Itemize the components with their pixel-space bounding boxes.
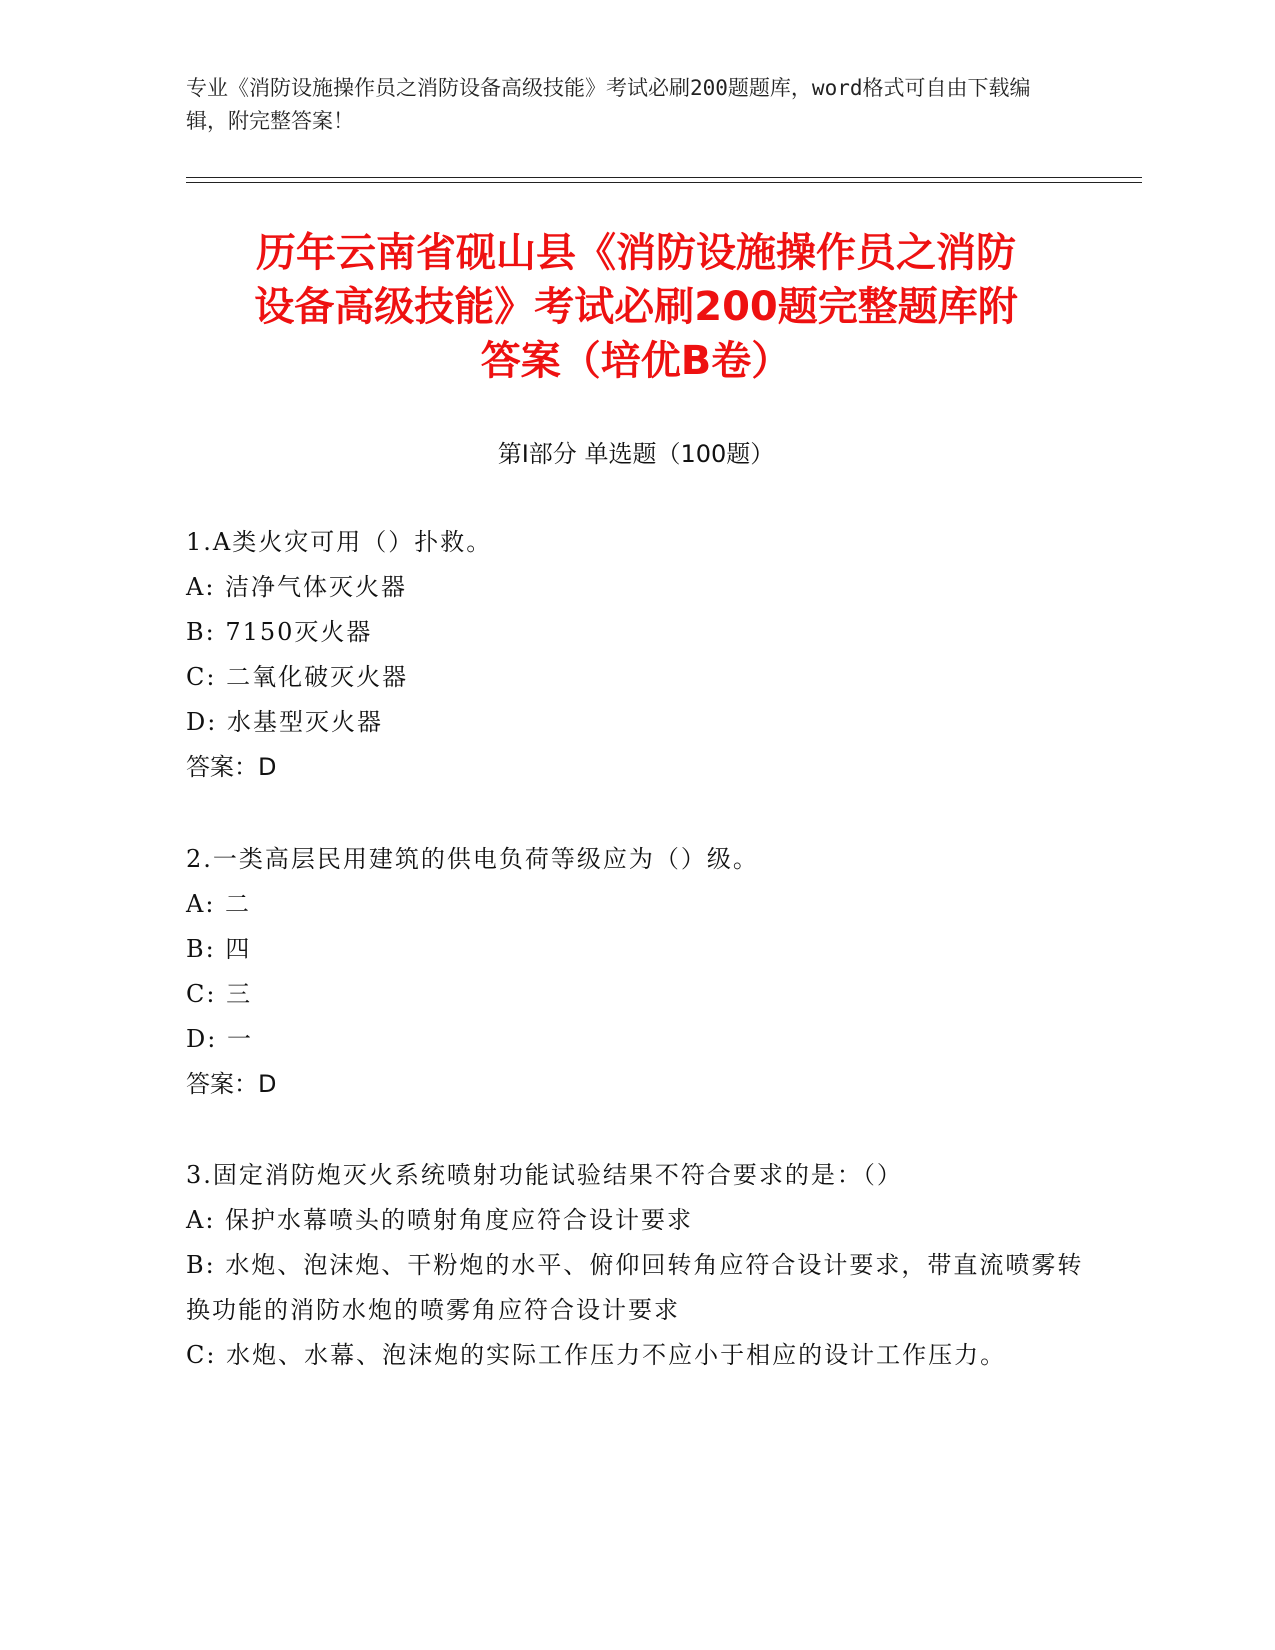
option-d: D: 一 <box>186 1025 253 1053</box>
option-c: C: 二氧化破灭火器 <box>186 663 409 691</box>
option-c: C: 三 <box>186 980 253 1008</box>
option-a: A: 二 <box>186 890 252 918</box>
question-stem: 2.一类高层民用建筑的供电负荷等级应为（）级。 <box>186 845 759 873</box>
header-divider-bottom <box>186 182 1142 183</box>
question-stem: 3.固定消防炮灭火系统喷射功能试验结果不符合要求的是：（） <box>186 1161 903 1189</box>
option-a: A: 洁净气体灭火器 <box>186 573 408 601</box>
question-2 <box>186 837 1086 1107</box>
title-line-2: 设备高级技能》考试必刷200题完整题库附 <box>254 284 1018 330</box>
question-3 <box>186 1153 1086 1378</box>
question-1 <box>186 520 1086 790</box>
option-d: D: 水基型灭火器 <box>186 708 383 736</box>
section-title: 第I部分 单选题（100题） <box>497 440 775 468</box>
option-b: B: 四 <box>186 935 252 963</box>
header-divider-top <box>186 177 1142 178</box>
answer: 答案：D <box>186 1070 277 1098</box>
option-a: A: 保护水幕喷头的喷射角度应符合设计要求 <box>186 1206 694 1234</box>
answer: 答案：D <box>186 753 277 781</box>
title-line-1: 历年云南省砚山县《消防设施操作员之消防 <box>256 230 1016 276</box>
question-stem: 1.A类火灾可用（）扑救。 <box>186 528 493 556</box>
title-line-3: 答案（培优B卷） <box>480 338 792 384</box>
option-b: B: 7150灭火器 <box>186 618 373 646</box>
header-note: 专业《消防设施操作员之消防设备高级技能》考试必刷200题题库，word格式可自由下载编辑，附完整答案！ <box>186 76 1031 133</box>
document-title <box>186 226 1086 388</box>
option-b: B: 水炮、泡沫炮、干粉炮的水平、俯仰回转角应符合设计要求，带直流喷雾转换功能的消防水炮的喷雾角应符合设计要求 <box>186 1251 1084 1324</box>
option-c: C: 水炮、水幕、泡沫炮的实际工作压力不应小于相应的设计工作压力。 <box>186 1341 1007 1369</box>
